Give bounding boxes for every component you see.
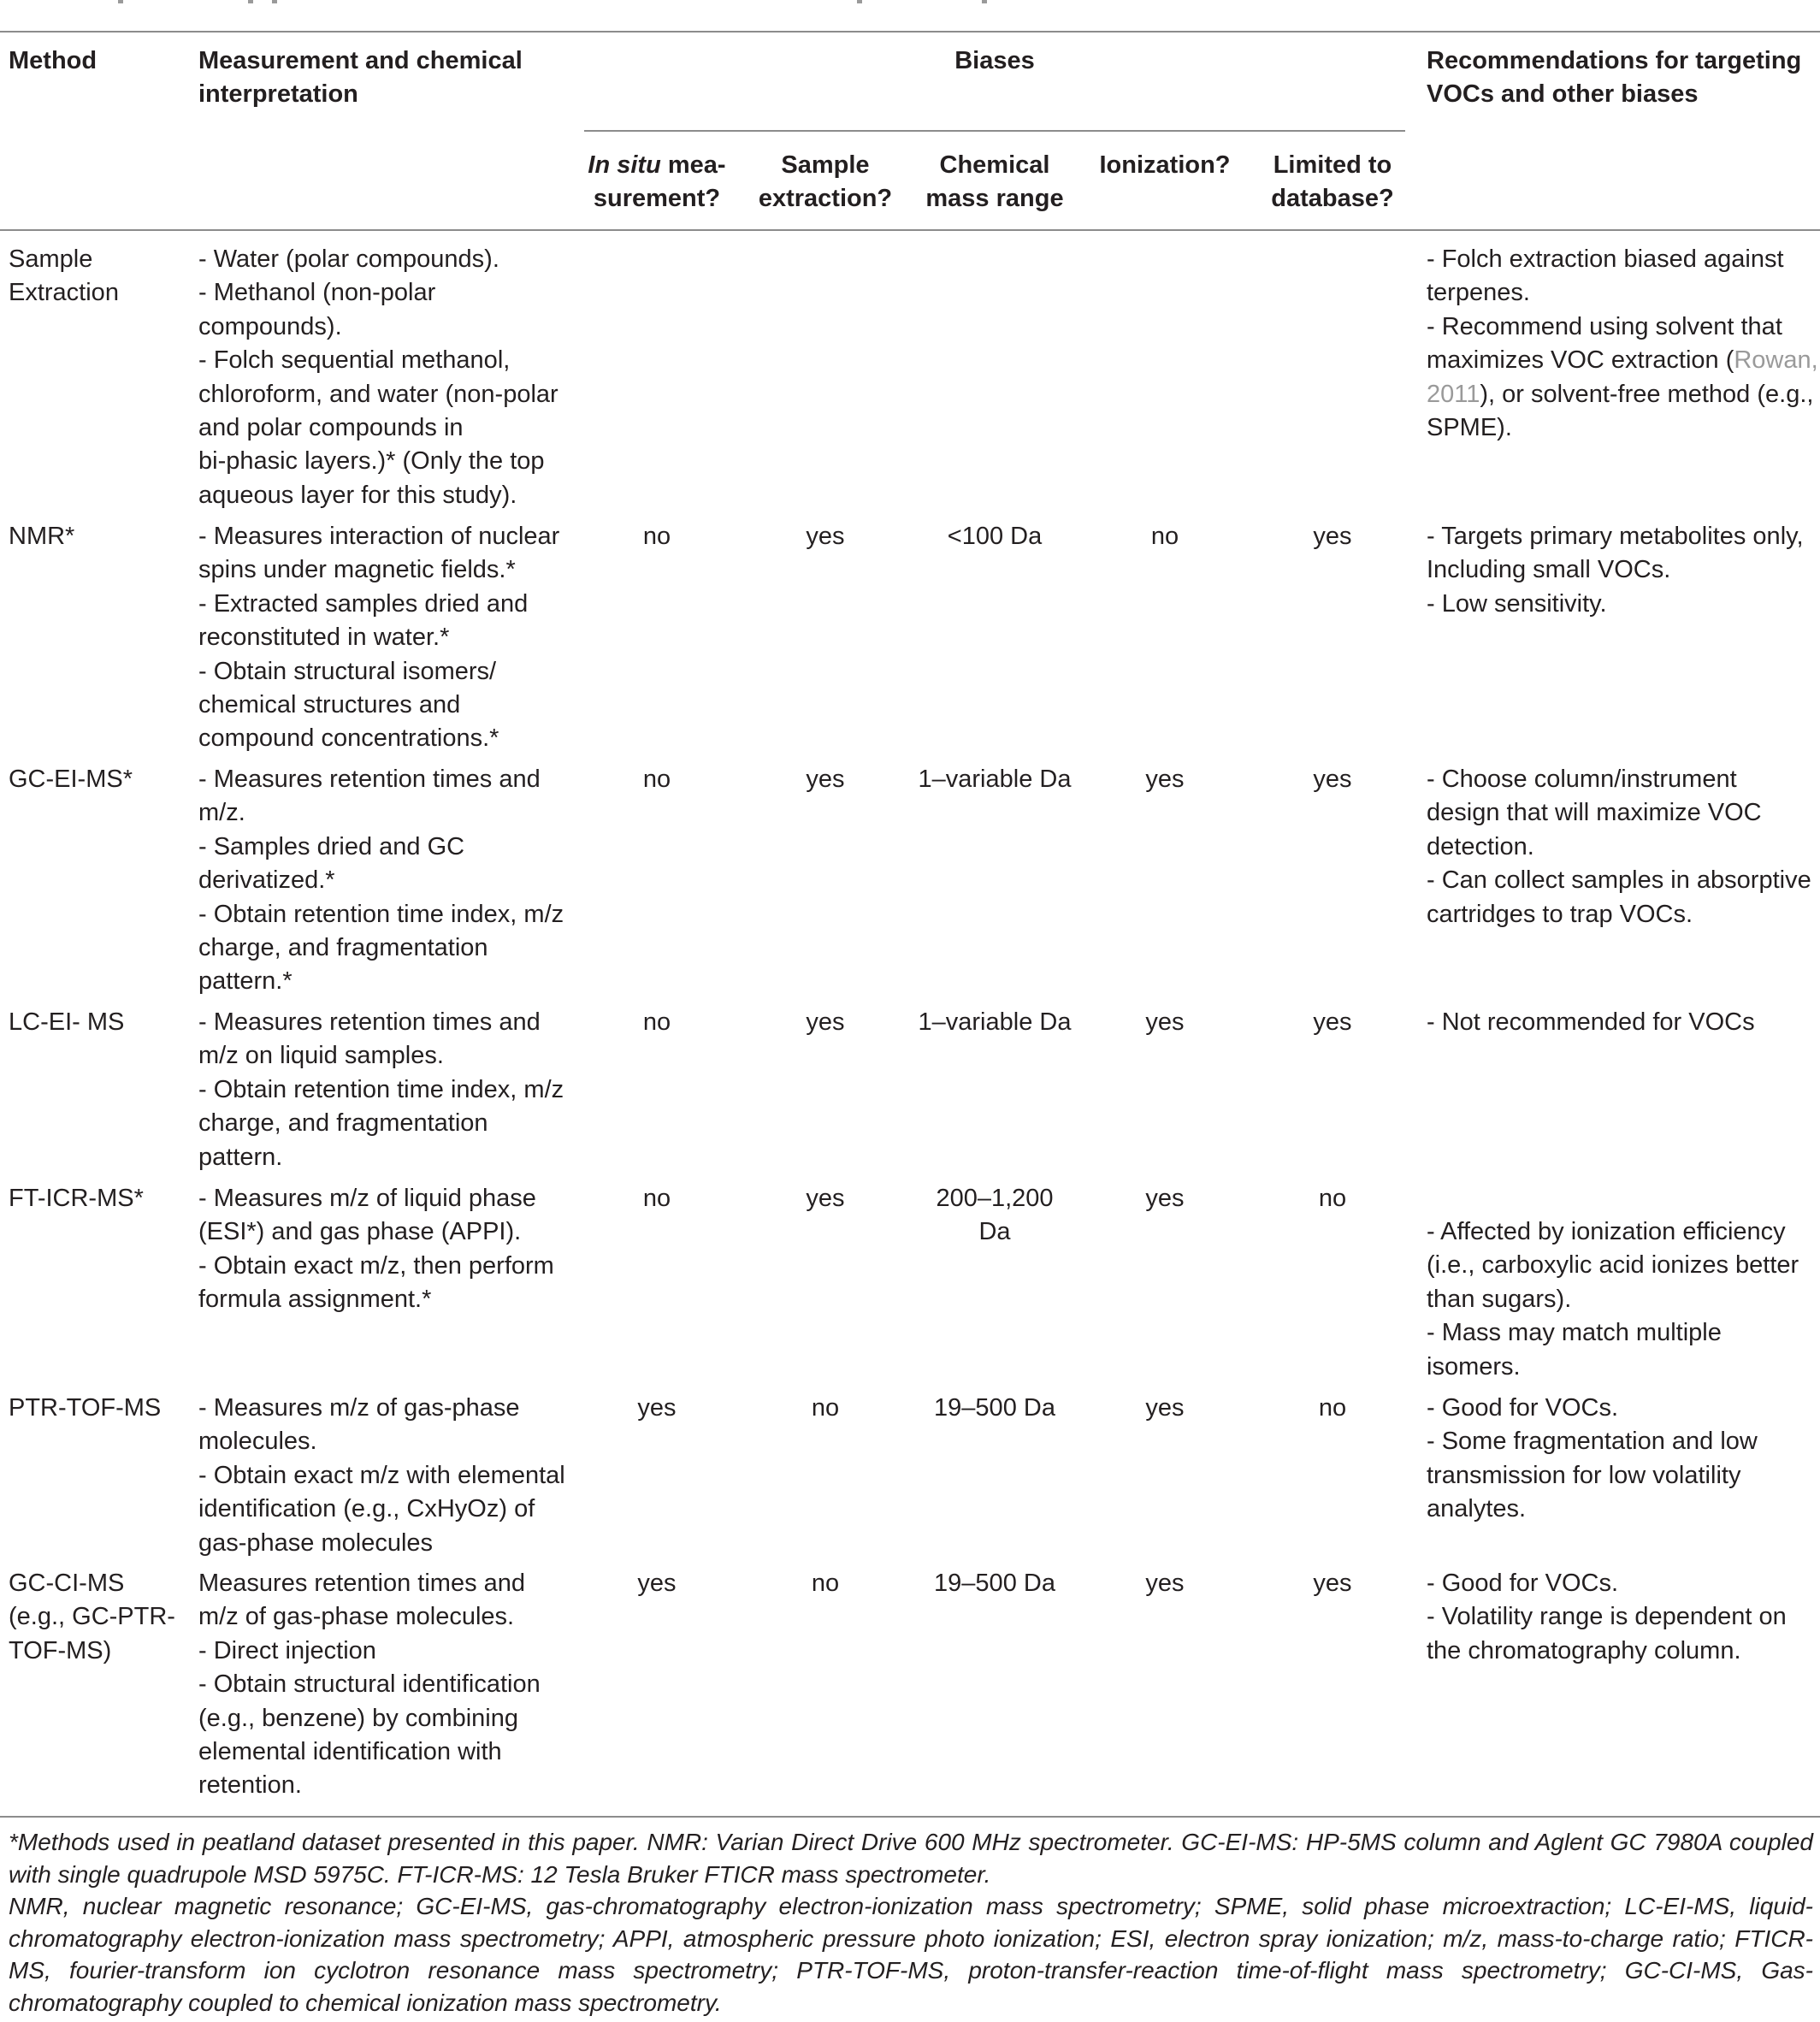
row-method: Sample Extraction [9, 245, 119, 307]
row-mass-range: <100 Da [947, 523, 1043, 550]
row-measurement: - Measures m/z of liquid phase (ESI*) and gas phase (APPI). - Obtain exact m/z, then perform formula assignment.* [198, 1185, 554, 1314]
row-measurement: - Measures retention times and m/z on liquid samples. - Obtain retention time index, m/z charge, and fragmentation pattern. [198, 1008, 564, 1171]
row-recommendation: - Good for VOCs. - Volatility range is dependent on the chromatography column. [1427, 1570, 1787, 1664]
row-mass-range: 19–500 Da [934, 1394, 1055, 1422]
header-insitu-italic: In situ [588, 151, 661, 179]
row-extraction: no [811, 1570, 840, 1597]
row-method: GC-EI-MS* [9, 766, 133, 793]
row-method: NMR* [9, 523, 75, 550]
header-insitu-rest: mea-surement? [593, 151, 726, 212]
header-method: Method [9, 47, 98, 74]
row-insitu: no [642, 1008, 671, 1036]
row-database: yes [1313, 1008, 1352, 1036]
row-insitu: yes [637, 1570, 677, 1597]
top-rule [0, 31, 1820, 33]
header-biases: Biases [954, 47, 1035, 74]
citation-link[interactable]: Rowan, 2011 [1427, 346, 1818, 408]
header-extraction: Sample extraction? [758, 151, 893, 212]
footnote-methods: *Methods used in peatland dataset presented in this paper. NMR: Varian Direct Drive 600 MHz spectrometer. GC-EI-MS: HP-5MS column and Aglent GC 7980A coupled with single quadrupole MSD 5975C. FT-ICR-MS: 12 Tesla Bruker FTICR mass spectrometer. [9, 1829, 1813, 1888]
row-measurement: Measures retention times and m/z of gas-phase molecules. - Direct injection - Obtain structural identification (e.g., benzene) by combining elemental identification with retention. [198, 1570, 541, 1800]
row-method: FT-ICR-MS* [9, 1185, 144, 1212]
row-database: no [1318, 1185, 1347, 1212]
row-mass-range: 200–1,200 Da [936, 1185, 1054, 1246]
header-insitu [584, 149, 730, 216]
row-ionization: no [1150, 523, 1179, 550]
header-database: Limited to database? [1271, 151, 1394, 212]
row-method: PTR-TOF-MS [9, 1394, 162, 1422]
row-measurement: - Water (polar compounds). - Methanol (non-polar compounds). - Folch sequential methanol, chloroform, and water (non-polar and polar compounds in bi-phasic layers.)* (Only the top aqueous layer for this study). [198, 245, 558, 509]
row-recommendation: - Affected by ionization efficiency (i.e., carboxylic acid ionizes better than sugars). - Mass may match multiple isomers. [1427, 1218, 1799, 1381]
row-measurement: - Measures m/z of gas-phase molecules. - Obtain exact m/z with elemental identification (e.g., CxHyOz) of gas-phase molecules [198, 1394, 565, 1557]
row-ionization: yes [1145, 1570, 1185, 1597]
row-recommendation: - Good for VOCs. - Some fragmentation and low transmission for low volatility analytes. [1427, 1394, 1758, 1523]
row-insitu: yes [637, 1394, 677, 1422]
row-ionization: yes [1145, 1394, 1185, 1422]
row-method: GC-CI-MS (e.g., GC-PTR- TOF-MS) [9, 1570, 175, 1664]
biases-underline [584, 130, 1405, 132]
row-extraction: yes [806, 766, 845, 793]
row-extraction: yes [806, 1185, 845, 1212]
row-recommendation: - Not recommended for VOCs [1427, 1008, 1755, 1036]
row-extraction: yes [806, 1008, 845, 1036]
rec-text-cont: ), or solvent-free method (e.g., SPME). [1427, 380, 1814, 442]
row-ionization: yes [1145, 766, 1185, 793]
row-measurement: - Measures interaction of nuclear spins under magnetic fields.* - Extracted samples dried and reconstituted in water.* - Obtain structural isomers/ chemical structures and compound concentrations.* [198, 523, 560, 753]
row-database: no [1318, 1394, 1347, 1422]
row-measurement: - Measures retention times and m/z. - Samples dried and GC derivatized.* - Obtain retention time index, m/z charge, and fragmentation pattern.* [198, 766, 564, 996]
row-method: LC-EI- MS [9, 1008, 125, 1036]
header-recommendations: Recommendations for targeting VOCs and other biases [1427, 47, 1802, 108]
header-rule [0, 229, 1820, 231]
bottom-rule [0, 1816, 1820, 1818]
row-insitu: no [642, 1185, 671, 1212]
rec-text: - Folch extraction biased against terpenes. - Recommend using solvent that maximizes VOC extraction ( [1427, 245, 1784, 375]
row-recommendation [1427, 243, 1820, 445]
header-measurement: Measurement and chemical interpretation [198, 47, 523, 108]
row-insitu: no [642, 766, 671, 793]
row-recommendation: - Choose column/instrument design that will maximize VOC detection. - Can collect samples in absorptive cartridges to trap VOCs. [1427, 766, 1811, 928]
row-database: yes [1313, 766, 1352, 793]
row-database: yes [1313, 1570, 1352, 1597]
row-extraction: yes [806, 523, 845, 550]
row-insitu: no [642, 523, 671, 550]
cropped-top-text [0, 0, 1820, 14]
row-mass-range: 19–500 Da [934, 1570, 1055, 1597]
row-mass-range: 1–variable Da [918, 766, 1072, 793]
row-extraction: no [811, 1394, 840, 1422]
row-ionization: yes [1145, 1185, 1185, 1212]
row-database: yes [1313, 523, 1352, 550]
header-ionization: Ionization? [1099, 151, 1231, 179]
header-mass-range: Chemical mass range [925, 151, 1064, 212]
row-ionization: yes [1145, 1008, 1185, 1036]
footnote-abbreviations: NMR, nuclear magnetic resonance; GC-EI-MS, gas-chromatography electron-ionization mass spectrometry; SPME, solid phase microextraction; LC-EI-MS, liquid-chromatography electron-ionization mass spectrometry; APPI, atmospheric pressure photo ionization; ESI, electron spray ionization; m/z, mass-to-charge ratio; FTICR-MS, fourier-transform ion cyclotron resonance mass spectrometry; PTR-TOF-MS, proton-transfer-reaction time-of-flight mass spectrometry; GC-CI-MS, Gas-chromatography coupled to chemical ionization mass spectrometry. [9, 1893, 1813, 2016]
row-mass-range: 1–variable Da [918, 1008, 1072, 1036]
row-recommendation: - Targets primary metabolites only, Including small VOCs. - Low sensitivity. [1427, 523, 1804, 618]
